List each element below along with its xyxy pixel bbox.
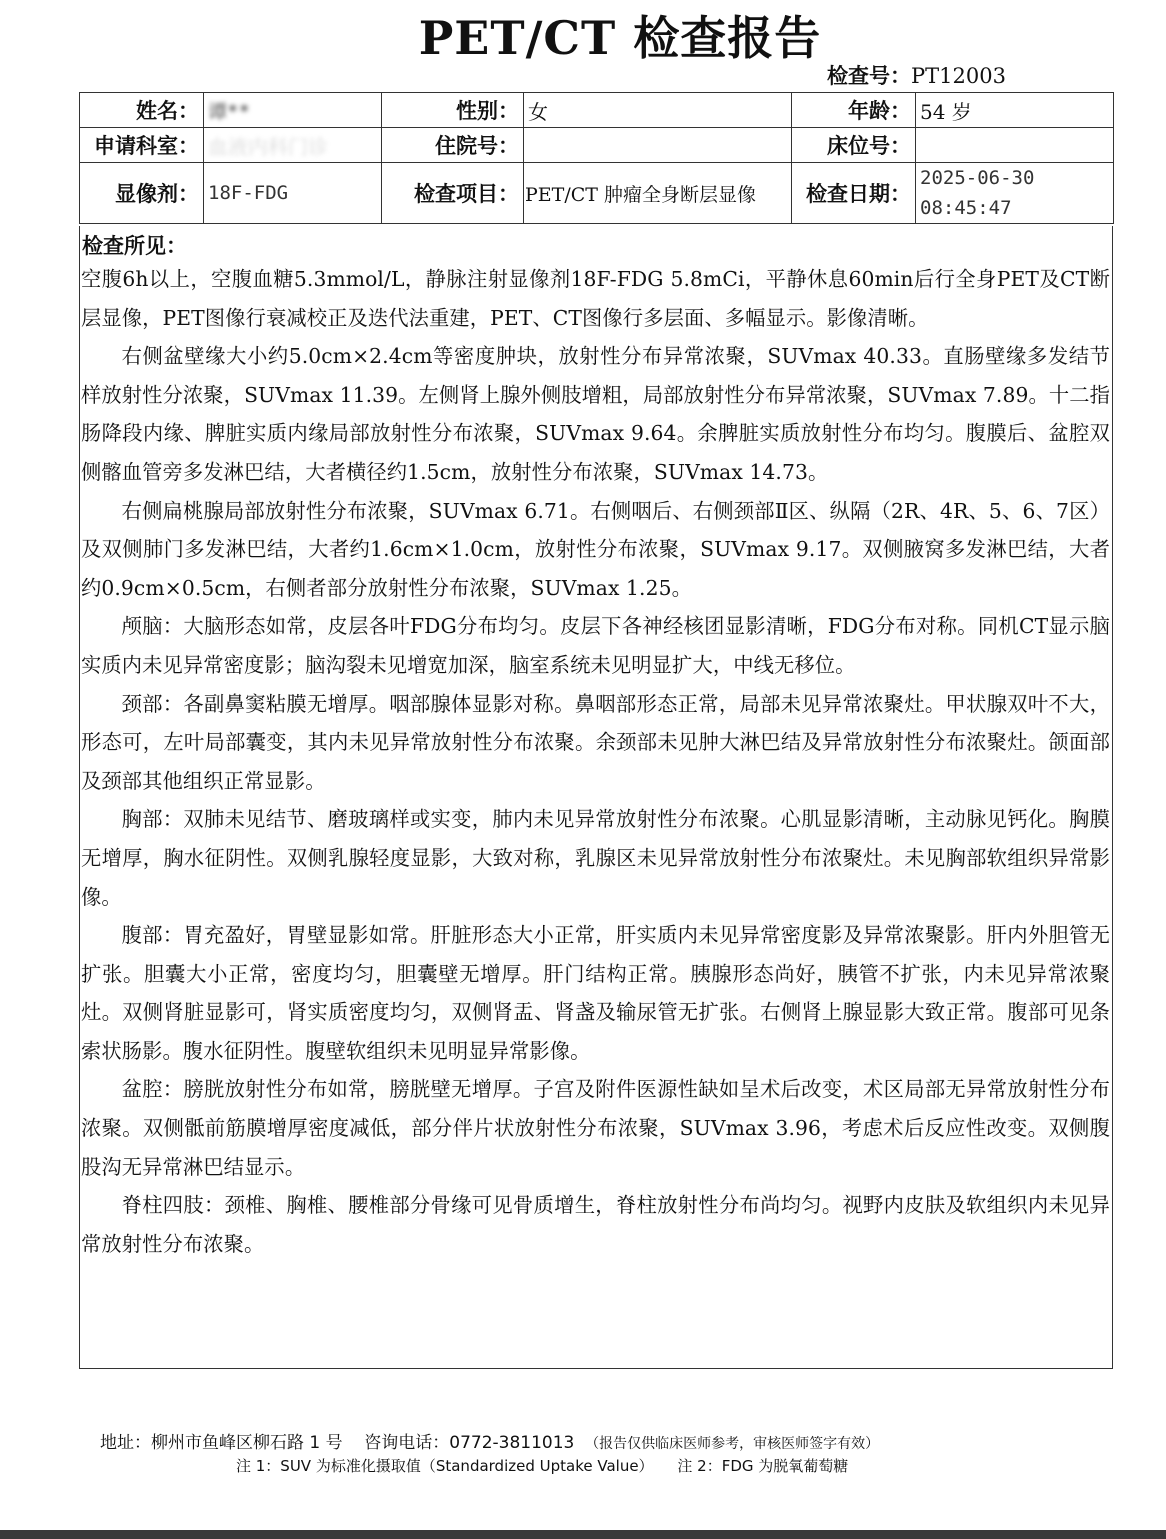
footer-disclaimer: （报告仅供临床医师参考，审核医师签字有效） <box>585 1436 880 1452</box>
info-row-1 <box>80 93 1114 128</box>
patient-info-table <box>79 92 1114 224</box>
info-row-2 <box>80 128 1114 163</box>
date-value <box>916 163 1114 224</box>
gender-label: 性别： <box>382 93 524 128</box>
findings-paragraph: 空腹6h以上，空腹血糖5.3mmol/L，静脉注射显像剂18F-FDG 5.8mCi，平静休息60min后行全身PET及CT断层显像，PET图像行衰减校正及迭代法重建，PET、CT图像行多层面、多幅显示。影像清晰。 <box>81 267 1110 330</box>
admission-value <box>524 128 792 163</box>
footer-address: 地址：柳州市鱼峰区柳石路 1 号 <box>100 1433 343 1453</box>
item-label: 检查项目： <box>382 163 524 224</box>
agent-label: 显像剂： <box>80 163 204 224</box>
dept-label: 申请科室： <box>80 128 204 163</box>
bed-value <box>916 128 1114 163</box>
gender-value: 女 <box>524 93 792 128</box>
findings-body <box>80 260 1112 1263</box>
admission-label: 住院号： <box>382 128 524 163</box>
exam-date: 2025-06-30 <box>920 167 1035 189</box>
item-value: PET/CT 肿瘤全身断层显像 <box>524 163 792 224</box>
findings-paragraph: 颅脑：大脑形态如常，皮层各叶FDG分布均匀。皮层下各神经核团显影清晰，FDG分布对称。同机CT显示脑实质内未见异常密度影；脑沟裂未见增宽加深，脑室系统未见明显扩大，中线无移位。 <box>81 614 1110 677</box>
exam-number-value: PT12003 <box>911 64 1006 88</box>
footer-phone: 咨询电话：0772-3811013 <box>364 1433 575 1453</box>
exam-time: 08:45:47 <box>920 197 1012 219</box>
exam-number <box>827 60 1006 90</box>
bottom-bar <box>0 1530 1166 1539</box>
findings-paragraph: 腹部：胃充盈好，胃壁显影如常。肝脏形态大小正常，肝实质内未见异常密度影及异常浓聚影。肝内外胆管无扩张。胆囊大小正常，密度均匀，胆囊壁无增厚。肝门结构正常。胰腺形态尚好，胰管不扩张，内未见异常浓聚灶。双侧肾脏显影可，肾实质密度均匀，双侧肾盂、肾盏及输尿管无扩张。右侧肾上腺显影大致正常。腹部可见条索状肠影。腹水征阴性。腹壁软组织未见明显异常影像。 <box>81 923 1110 1063</box>
name-value: 谭** <box>204 93 382 128</box>
footer-note-2: 注 2：FDG 为脱氧葡萄糖 <box>677 1457 849 1475</box>
footer-contact <box>100 1428 879 1453</box>
findings-title: 检查所见： <box>82 233 187 258</box>
age-label: 年龄： <box>792 93 916 128</box>
date-label: 检查日期： <box>792 163 916 224</box>
findings-paragraph: 脊柱四肢：颈椎、胸椎、腰椎部分骨缘可见骨质增生，脊柱放射性分布尚均匀。视野内皮肤及软组织内未见异常放射性分布浓聚。 <box>81 1193 1110 1256</box>
findings-paragraph: 右侧盆壁缘大小约5.0cm×2.4cm等密度肿块，放射性分布异常浓聚，SUVmax 40.33。直肠壁缘多发结节样放射性分浓聚，SUVmax 11.39。左侧肾上腺外侧肢增粗，局部放射性分布异常浓聚，SUVmax 7.89。十二指肠降段内缘、脾脏实质内缘局部放射性分布浓聚，SUVmax 9.64。余脾脏实质放射性分布均匀。腹膜后、盆腔双侧髂血管旁多发淋巴结，大者横径约1.5cm，放射性分布浓聚，SUVmax 14.73。 <box>81 344 1110 484</box>
footer-note-1: 注 1：SUV 为标准化摄取值（Standardized Uptake Value） <box>236 1457 654 1475</box>
findings-paragraph: 右侧扁桃腺局部放射性分布浓聚，SUVmax 6.71。右侧咽后、右侧颈部Ⅱ区、纵隔（2R、4R、5、6、7区）及双侧肺门多发淋巴结，大者约1.6cm×1.0cm，放射性分布浓聚，SUVmax 9.17。双侧腋窝多发淋巴结，大者约0.9cm×0.5cm，右侧者部分放射性分布浓聚，SUVmax 1.25。 <box>81 498 1110 600</box>
findings-paragraph: 盆腔：膀胱放射性分布如常，膀胱壁无增厚。子宫及附件医源性缺如呈术后改变，术区局部无异常放射性分布浓聚。双侧骶前筋膜增厚密度减低，部分伴片状放射性分布浓聚，SUVmax 3.96，考虑术后反应性改变。双侧腹股沟无异常淋巴结显示。 <box>81 1077 1110 1179</box>
agent-value: 18F-FDG <box>204 163 382 224</box>
info-row-3 <box>80 163 1114 224</box>
findings-paragraph: 颈部：各副鼻窦粘膜无增厚。咽部腺体显影对称。鼻咽部形态正常，局部未见异常浓聚灶。甲状腺双叶不大，形态可，左叶局部囊变，其内未见异常放射性分布浓聚。余颈部未见肿大淋巴结及异常放射性分布浓聚灶。颌面部及颈部其他组织正常显影。 <box>81 691 1110 793</box>
footer-notes <box>236 1455 848 1476</box>
report-title: PET/CT 检查报告 <box>418 11 822 65</box>
bed-label: 床位号： <box>792 128 916 163</box>
findings-section <box>79 226 1113 1369</box>
age-value: 54 岁 <box>916 93 1114 128</box>
name-label: 姓名： <box>80 93 204 128</box>
dept-value: 血液内科门诊 <box>204 128 382 163</box>
findings-paragraph: 胸部：双肺未见结节、磨玻璃样或实变，肺内未见异常放射性分布浓聚。心肌显影清晰，主动脉见钙化。胸膜无增厚，胸水征阴性。双侧乳腺轻度显影，大致对称，乳腺区未见异常放射性分布浓聚灶。未见胸部软组织异常影像。 <box>81 807 1110 909</box>
exam-number-label: 检查号： <box>827 63 912 88</box>
